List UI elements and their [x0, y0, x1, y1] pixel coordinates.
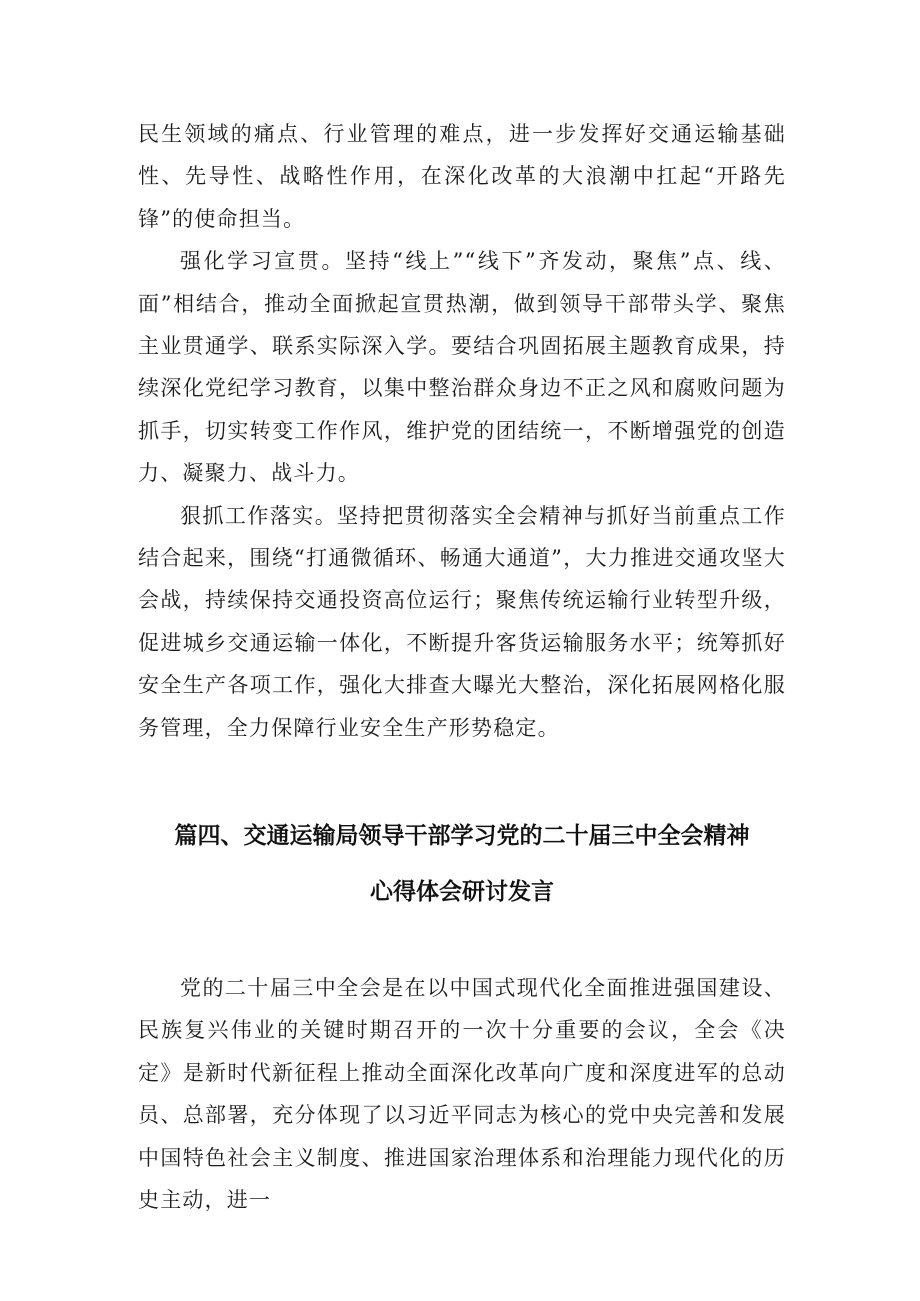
section-1-text [138, 113, 786, 749]
paragraph-continued: 民生领域的痛点、行业管理的难点，进一步发挥好交通运输基础性、先导性、战略性作用，在深化改革的大浪潮中扛起“开路先锋”的使命担当。 [138, 122, 786, 231]
section-heading [138, 808, 786, 920]
heading-line-1: 篇四、交通运输局领导干部学习党的二十届三中全会精神 [174, 823, 750, 849]
paragraph-intro: 党的二十届三中全会是在以中国式现代化全面推进强国建设、民族复兴伟业的关键时期召开的一次十分重要的会议，全会《决定》是新时代新征程上推动全面深化改革向广度和深度进军的总动员、总部署，充分体现了以习近平同志为核心的党中央完善和发展中国特色社会主义制度、推进国家治理体系和治理能力现代化的历史主动，进一 [138, 976, 786, 1213]
heading-line-2: 心得体会研讨发言 [370, 879, 554, 905]
section-2-text [138, 967, 786, 1221]
paragraph-study-promotion: 强化学习宣贯。坚持“线上”“线下”齐发动，聚焦”点、线、面”相结合，推动全面掀起宣贯热潮，做到领导干部带头学、聚焦主业贯通学、联系实际深入学。要结合巩固拓展主题教育成果，持续深化党纪学习教育，以集中整治群众身边不正之风和腐败问题为抓手，切实转变工作作风，维护党的团结统一，不断增强党的创造力、凝聚力、战斗力。 [138, 249, 786, 486]
paragraph-work-implementation: 狠抓工作落实。坚持把贯彻落实全会精神与抓好当前重点工作结合起来，围绕“打通微循环、畅通大通道”，大力推进交通攻坚大会战，持续保持交通投资高位运行；聚焦传统运输行业转型升级，促进城乡交通运输一体化，不断提升客货运输服务水平；统筹抓好安全生产各项工作，强化大排查大曝光大整治，深化拓展网格化服务管理，全力保障行业安全生产形势稳定。 [138, 503, 786, 740]
